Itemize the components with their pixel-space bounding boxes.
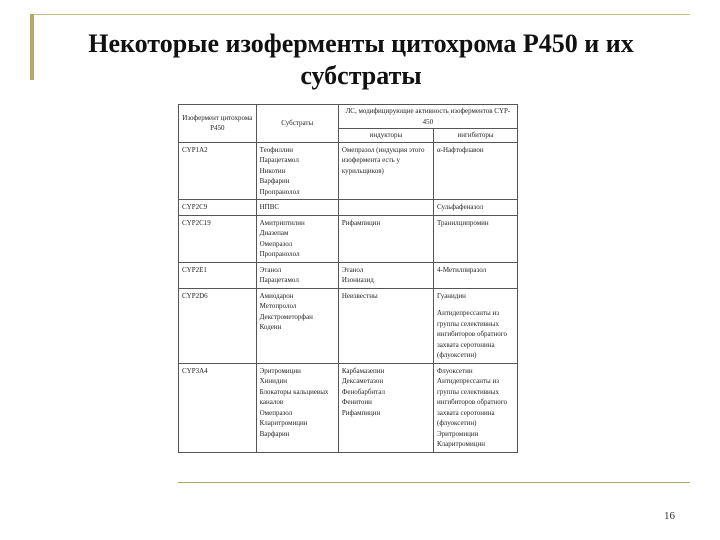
cell-line: Антидепрессанты из группы селективных ингибиторов обратного захвата серотонина (флуоксетин) [437, 309, 507, 359]
cell-line: НПВС [259, 203, 280, 211]
bottom-rule [178, 482, 690, 483]
header-inducers: индукторы [338, 129, 433, 143]
table-row [179, 200, 518, 216]
cell-line: Кларитромицин [259, 419, 308, 427]
cell-inducers [338, 215, 433, 262]
cell-substrates [256, 288, 338, 363]
cell-isoenzyme: CYP2E1 [179, 262, 257, 288]
cell-line: Диазепам [259, 229, 289, 237]
cell-line: Сульфафеназол [437, 203, 484, 211]
cell-line: Парацетамол [259, 276, 299, 284]
cell-isoenzyme: CYP2C19 [179, 215, 257, 262]
cell-inducers [338, 262, 433, 288]
cyp450-table [178, 104, 518, 453]
cell-line: Пропранолол [259, 187, 300, 196]
cell-inducers [338, 142, 433, 200]
page-number: 16 [664, 510, 675, 522]
cell-line: Омепразол [259, 408, 293, 417]
cell-line: Карбамазепин [341, 366, 385, 375]
cell-line: Гуанидин [437, 291, 466, 300]
cell-line: Этанол [259, 265, 282, 274]
cell-line: Теофиллин [259, 145, 293, 154]
cell-inhibitors [434, 215, 518, 262]
cell-line: Декстрометорфан [259, 312, 313, 321]
cell-line: Эритромицин [437, 429, 479, 438]
header-isoenzyme: Изофермент цитохрома Р450 [179, 105, 257, 143]
cell-isoenzyme: CYP2D6 [179, 288, 257, 363]
cell-line: Этанол [341, 265, 364, 274]
cell-line: Метопролол [259, 302, 297, 310]
cell-line: Варфарин [259, 429, 290, 438]
cell-inducers [338, 363, 433, 452]
cell-line: Пропранолол [259, 250, 300, 258]
cell-line: Никотин [259, 166, 286, 175]
cell-substrates [256, 262, 338, 288]
cell-line: Неизвестны [341, 291, 378, 300]
top-rule [30, 14, 690, 15]
page-title: Некоторые изоферменты цитохрома Р450 и их субстраты [88, 29, 634, 90]
cell-line: Фенитоин [341, 398, 372, 406]
accent-bar [30, 14, 34, 80]
cell-inhibitors [434, 363, 518, 452]
cell-line: Кодеин [259, 323, 282, 331]
cell-line: 4-Метилпиразол [437, 265, 487, 274]
cell-line: Амитриптилин [259, 218, 305, 227]
cell-line: Дексаметазон [341, 377, 384, 385]
cell-substrates [256, 142, 338, 200]
table-body [179, 142, 518, 452]
table-row [179, 142, 518, 200]
cell-substrates [256, 200, 338, 216]
cell-inducers [338, 288, 433, 363]
cell-line: Эритромицин [259, 366, 301, 375]
cell-inhibitors [434, 142, 518, 200]
cell-line: Транилципромин [437, 218, 489, 227]
table-row [179, 215, 518, 262]
table-row [179, 288, 518, 363]
cell-line: Кларитромицин [437, 440, 485, 448]
cell-substrates [256, 215, 338, 262]
cell-line: Амиодарон [259, 291, 294, 300]
cell-isoenzyme: CYP1A2 [179, 142, 257, 200]
cell-substrates [256, 363, 338, 452]
cell-line: Рифампицин [341, 408, 381, 417]
cell-line [342, 202, 430, 213]
cell-isoenzyme: CYP2C9 [179, 200, 257, 216]
header-inhibitors: ингибиторы [434, 129, 518, 143]
cell-line: Омепразол [259, 239, 293, 248]
cell-inhibitors [434, 288, 518, 363]
header-drugs-group: ЛС, модифицирующие активность изоферментов CYP-450 [338, 105, 517, 129]
table-row [179, 363, 518, 452]
cell-line: α-Нафтофлавон [437, 145, 484, 154]
cell-inhibitors [434, 262, 518, 288]
cell-line: Антидепрессанты из группы селективных ингибиторов обратного захвата серотонина (флуоксетин) [437, 377, 507, 427]
cell-line: Флуоксетин [437, 366, 473, 375]
cell-line: Варфарин [259, 177, 290, 185]
cell-line: Рифампицин [341, 218, 381, 227]
table-row [179, 262, 518, 288]
cell-line: Хинидин [259, 377, 287, 385]
header-substrates: Субстраты [256, 105, 338, 143]
cell-line: Омепразол (индукция этого изофермента есть у курильщиков) [341, 145, 425, 175]
cell-line: Фенобарбитал [341, 387, 385, 396]
cell-inducers [338, 200, 433, 216]
cell-inhibitors [434, 200, 518, 216]
cell-line: Блокаторы кальциевых каналов [259, 387, 329, 406]
cell-line: Парацетамол [259, 156, 299, 164]
cell-line: Изониазид [341, 276, 374, 284]
cell-isoenzyme: CYP3A4 [179, 363, 257, 452]
